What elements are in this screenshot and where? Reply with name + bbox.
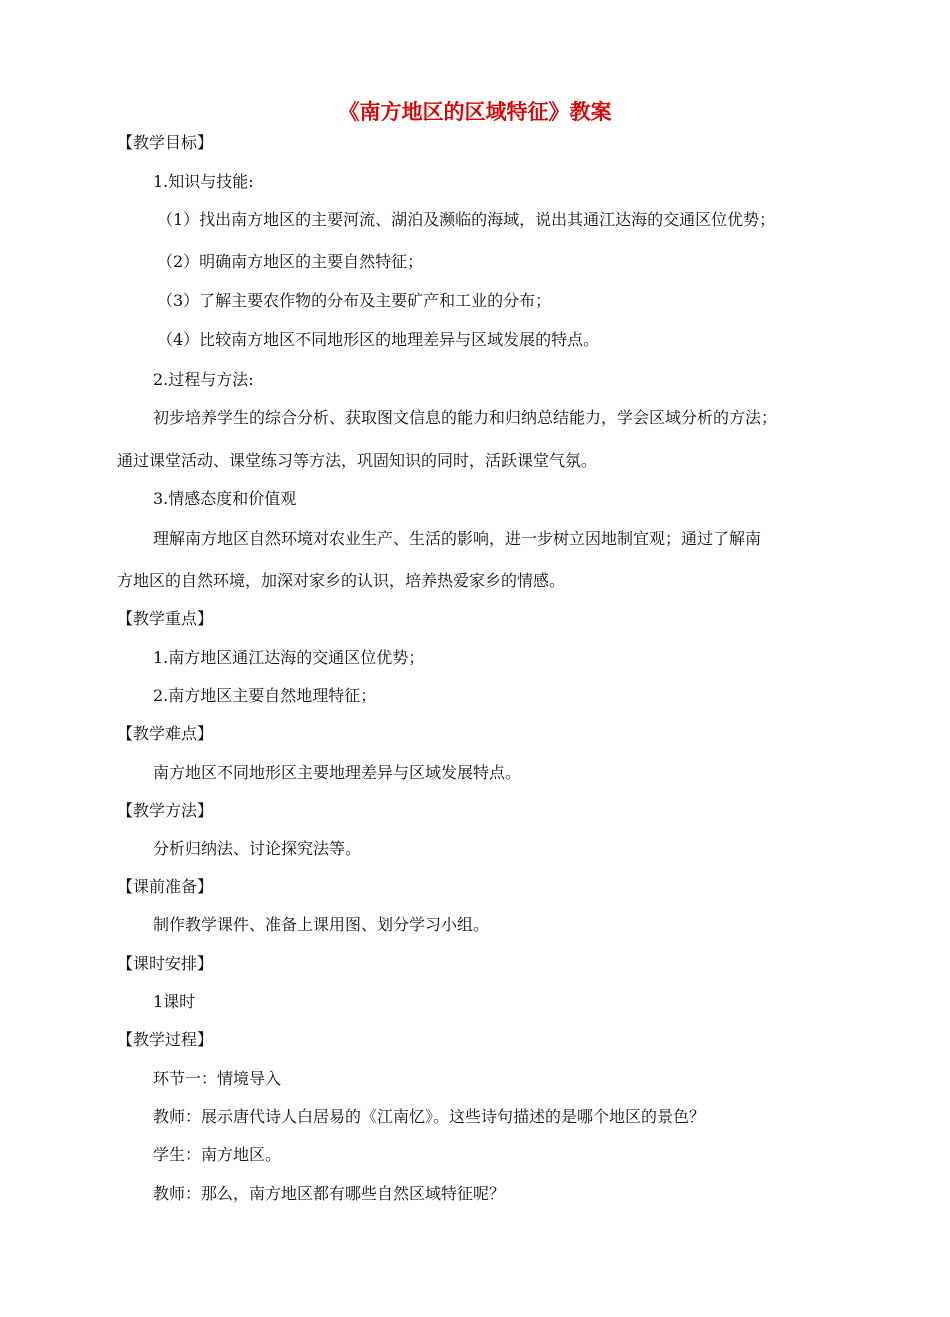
section-heading-difficulties: 【教学难点】 — [117, 724, 214, 743]
objective-item-1: （1）找出南方地区的主要河流、湖泊及濒临的海域，说出其通江达海的交通区位优势； — [157, 210, 776, 229]
paragraph-attitude-line-2: 方地区的自然环境，加深对家乡的认识，培养热爱家乡的情感。 — [117, 571, 566, 590]
preparation-text: 制作教学课件、准备上课用图、划分学习小组。 — [153, 915, 490, 934]
paragraph-process-line-1: 初步培养学生的综合分析、获取图文信息的能力和归纳总结能力，学会区域分析的方法； — [153, 408, 778, 427]
key-point-item-2: 2.南方地区主要自然地理特征； — [153, 686, 377, 705]
objective-item-2: （2）明确南方地区的主要自然特征； — [157, 252, 424, 271]
procedure-teacher-line-1: 教师：展示唐代诗人白居易的《江南忆》。这些诗句描述的是哪个地区的景色？ — [153, 1107, 706, 1126]
subheading-knowledge-skills: 1.知识与技能: — [153, 172, 254, 191]
section-heading-methods: 【教学方法】 — [117, 801, 214, 820]
procedure-step-1-heading: 环节一：情境导入 — [153, 1069, 282, 1088]
objective-item-4: （4）比较南方地区不同地形区的地理差异与区域发展的特点。 — [157, 330, 600, 349]
objective-item-3: （3）了解主要农作物的分布及主要矿产和工业的分布； — [157, 291, 552, 310]
paragraph-attitude-line-1: 理解南方地区自然环境对农业生产、生活的影响，进一步树立因地制宜观；通过了解南 — [153, 529, 762, 548]
section-heading-procedure: 【教学过程】 — [117, 1030, 214, 1049]
subheading-process-method: 2.过程与方法: — [153, 370, 254, 389]
procedure-teacher-line-2: 教师：那么，南方地区都有哪些自然区域特征呢？ — [153, 1184, 506, 1203]
subheading-attitude-values: 3.情感态度和价值观 — [153, 489, 297, 508]
section-heading-preparation: 【课前准备】 — [117, 877, 214, 896]
section-heading-schedule: 【课时安排】 — [117, 954, 214, 973]
procedure-student-line: 学生：南方地区。 — [153, 1145, 282, 1164]
paragraph-process-line-2: 通过课堂活动、课堂练习等方法，巩固知识的同时，活跃课堂气氛。 — [117, 451, 598, 470]
key-point-item-1: 1.南方地区通江达海的交通区位优势； — [153, 648, 425, 667]
section-heading-key-points: 【教学重点】 — [117, 609, 214, 628]
schedule-text: 1课时 — [153, 992, 196, 1011]
section-heading-objectives: 【教学目标】 — [117, 133, 214, 152]
document-title: 《南方地区的区域特征》教案 — [338, 99, 612, 124]
difficulty-text: 南方地区不同地形区主要地理差异与区域发展特点。 — [153, 763, 522, 782]
methods-text: 分析归纳法、讨论探究法等。 — [153, 839, 362, 858]
